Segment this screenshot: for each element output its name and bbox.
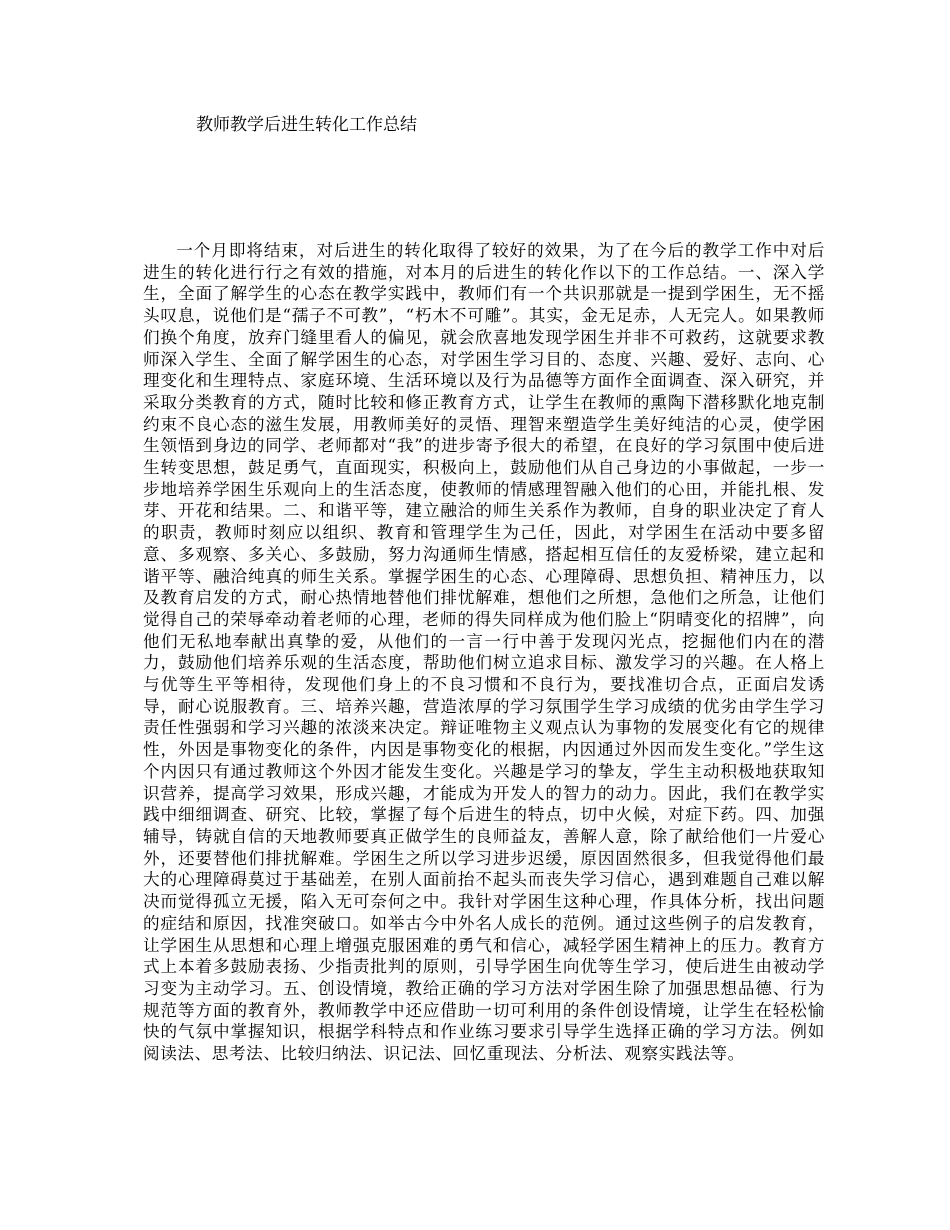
document-body-paragraph: 一个月即将结束，对后进生的转化取得了较好的效果，为了在今后的教学工作中对后进生的转化进行行之有效的措施，对本月的后进生的转化作以下的工作总结。一、深入学生，全面了解学生的心态在教学实践中，教师们有一个共识那就是一提到学困生，无不摇头叹息，说他们是“孺子不可教”，“朽木不可雕”。其实，金无足赤，人无完人。如果教师们换个角度，放弃门缝里看人的偏见，就会欣喜地发现学困生并非不可救药，这就要求教师深入学生、全面了解学困生的心态，对学困生学习目的、态度、兴趣、爱好、志向、心理变化和生理特点、家庭环境、生活环境以及行为品德等方面作全面调查、深入研究，并采取分类教育的方式，随时比较和修正教育方式，让学生在教师的熏陶下潜移默化地克制约束不良心态的滋生发展，用教师美好的灵悟、理智来塑造学生美好纯洁的心灵，使学困生领悟到身边的同学、老师都对“我”的进步寄予很大的希望，在良好的学习氛围中使后进生转变思想，鼓足勇气，直面现实，积极向上，鼓励他们从自己身边的小事做起，一步一步地培养学困生乐观向上的生活态度，使教师的情感理智融入他们的心田，并能扎根、发芽、开花和结果。二、和谐平等，建立融洽的师生关系作为教师，自身的职业决定了育人的职责，教师时刻应以组织、教育和管理学生为己任，因此，对学困生在活动中要多留意、多观察、多关心、多鼓励，努力沟通师生情感，搭起相互信任的友爱桥梁，建立起和谐平等、融洽纯真的师生关系。掌握学困生的心态、心理障碍、思想负担、精神压力，以及教育启发的方式，耐心热情地替他们排忧解难，想他们之所想，急他们之所急，让他们觉得自己的荣辱牵动着老师的心理，老师的得失同样成为他们脸上“阴晴变化的招牌”，向他们无私地奉献出真挚的爱，从他们的一言一行中善于发现闪光点，挖掘他们内在的潜力，鼓励他们培养乐观的生活态度，帮助他们树立追求目标、激发学习的兴趣。在人格上与优等生平等相待，发现他们身上的不良习惯和不良行为，要找准切合点，正面启发诱导，耐心说服教育。三、培养兴趣，营造浓厚的学习氛围学生学习成绩的优劣由学生学习责任性强弱和学习兴趣的浓淡来决定。辩证唯物主义观点认为事物的发展变化有它的规律性，外因是事物变化的条件，内因是事物变化的根据，内因通过外因而发生变化。”学生这个内因只有通过教师这个外因才能发生变化。兴趣是学习的挚友，学生主动积极地获取知识营养，提高学习效果，形成兴趣，才能成为开发人的智力的动力。因此，我们在教学实践中细细调查、研究、比较，掌握了每个后进生的特点，切中火候，对症下药。四、加强辅导，铸就自信的天地教师要真正做学生的良师益友，善解人意，除了献给他们一片爱心外，还要替他们排扰解难。学困生之所以学习进步迟缓，原因固然很多，但我觉得他们最大的心理障碍莫过于基础差，在别人面前抬不起头而丧失学习信心，遇到难题自己难以解决而觉得孤立无援，陷入无可奈何之中。我针对学困生这种心理，作具体分析，找出问题的症结和原因，找准突破口。如举古今中外名人成长的范例。通过这些例子的启发教育，让学困生从思想和心理上增强克服困难的勇气和信心，减轻学困生精神上的压力。教育方式上本着多鼓励表扬、少指责批判的原则，引导学困生向优等生学习，使后进生由被动学习变为主动学习。五、创设情境，教给正确的学习方法对学困生除了加强思想品德、行为规范等方面的教育外，教师教学中还应借助一切可利用的条件创设情境，让学生在轻松愉快的气氛中掌握知识，根据学科特点和作业练习要求引导学生选择正确的学习方法。例如阅读法、思考法、比较归纳法、识记法、回忆重现法、分析法、观察实践法等。	[143, 241, 825, 1064]
document-title: 教师教学后进生转化工作总结	[196, 115, 417, 135]
